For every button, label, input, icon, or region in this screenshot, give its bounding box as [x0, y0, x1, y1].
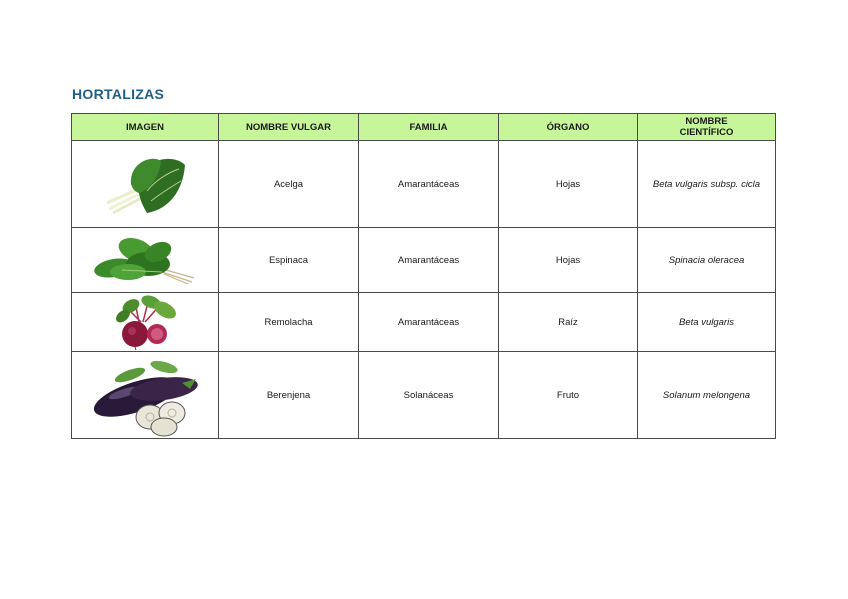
image-cell: [72, 352, 219, 439]
familia-cell: Amarantáceas: [359, 293, 499, 352]
organo-cell: Hojas: [499, 228, 638, 293]
eggplant-icon: [84, 353, 206, 437]
familia-cell: Amarantáceas: [359, 228, 499, 293]
header-nombre-vulgar: NOMBRE VULGAR: [219, 114, 359, 141]
beetroot-icon: [105, 294, 185, 350]
nombre-vulgar-cell: Acelga: [219, 141, 359, 228]
nombre-vulgar-cell: Remolacha: [219, 293, 359, 352]
organo-cell: Fruto: [499, 352, 638, 439]
chard-icon: [103, 151, 187, 217]
organo-cell: Hojas: [499, 141, 638, 228]
spinach-icon: [92, 234, 198, 286]
table-row: [72, 228, 776, 293]
nombre-cientifico-cell: Solanum melongena: [638, 352, 776, 439]
nombre-cientifico-cell: Beta vulgaris subsp. cicla: [638, 141, 776, 228]
header-familia: FAMILIA: [359, 114, 499, 141]
header-imagen: IMAGEN: [72, 114, 219, 141]
nombre-vulgar-cell: Espinaca: [219, 228, 359, 293]
table-row: [72, 352, 776, 439]
organo-cell: Raíz: [499, 293, 638, 352]
table-row: [72, 141, 776, 228]
nombre-vulgar-cell: Berenjena: [219, 352, 359, 439]
header-organo: ÓRGANO: [499, 114, 638, 141]
image-cell: [72, 141, 219, 228]
table-row: [72, 293, 776, 352]
table-header-row: [72, 114, 776, 141]
nombre-cientifico-cell: Spinacia oleracea: [638, 228, 776, 293]
nombre-cientifico-cell: Beta vulgaris: [638, 293, 776, 352]
header-nombre-cientifico: NOMBRE CIENTÍFICO: [638, 114, 776, 141]
familia-cell: Amarantáceas: [359, 141, 499, 228]
page-title: HORTALIZAS: [72, 86, 165, 102]
image-cell: [72, 228, 219, 293]
image-cell: [72, 293, 219, 352]
vegetables-table: [71, 113, 776, 439]
familia-cell: Solanáceas: [359, 352, 499, 439]
